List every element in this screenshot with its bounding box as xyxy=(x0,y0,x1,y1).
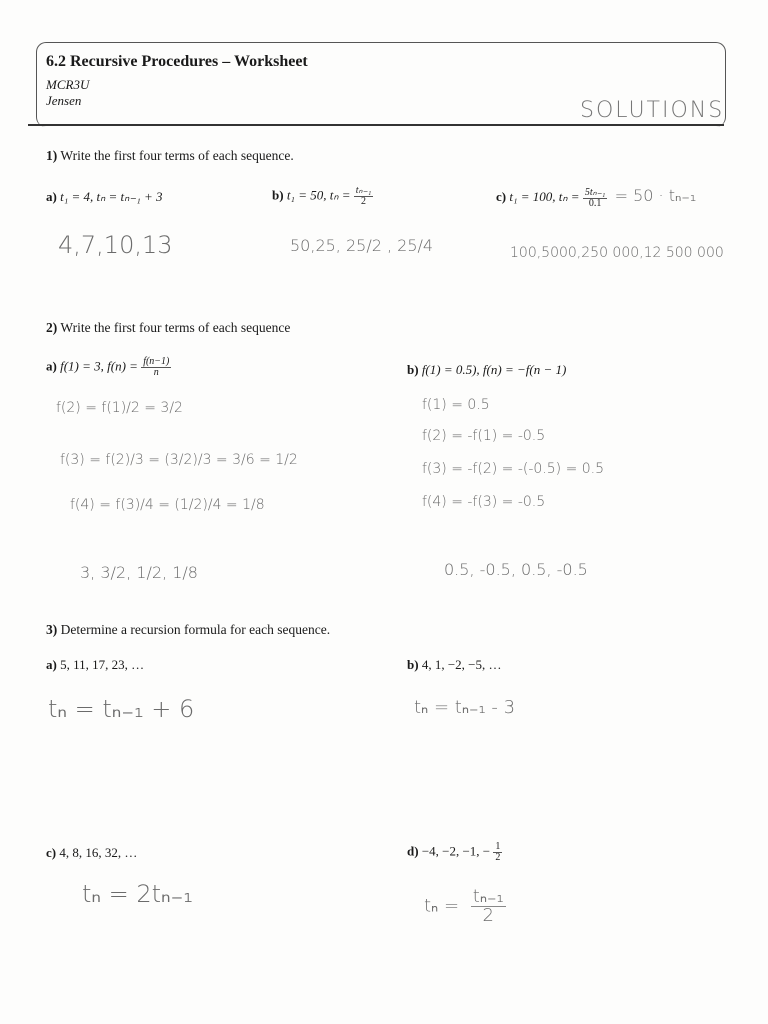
sequence-fraction xyxy=(493,842,502,863)
q1-part-b xyxy=(272,186,373,207)
part-formula: t₁ = 50, tₙ = xyxy=(286,187,354,203)
q3-part-b xyxy=(407,657,501,673)
formula-fraction xyxy=(354,186,374,207)
q2-a-answer: 3, 3/2, 1/2, 1/8 xyxy=(80,563,198,582)
q3-b-answer: tₙ = tₙ₋₁ - 3 xyxy=(414,697,516,718)
q2-part-b xyxy=(407,362,566,378)
q1-a-answer: 4,7,10,13 xyxy=(58,231,173,259)
q1-b-answer: 50,25, 25/2 , 25/4 xyxy=(290,236,434,255)
formula-fraction xyxy=(583,188,608,209)
handwritten-note: = 50 · tₙ₋₁ xyxy=(614,186,697,205)
q3-c-answer: tₙ = 2tₙ₋₁ xyxy=(82,880,193,908)
part-label: a) xyxy=(46,189,57,204)
course-code: MCR3U xyxy=(46,77,90,92)
part-sequence: 4, 8, 16, 32, … xyxy=(59,845,138,860)
question-number: 1) xyxy=(46,148,58,163)
q3-part-c xyxy=(46,845,137,861)
q2-b-work-line: f(3) = -f(2) = -(-0.5) = 0.5 xyxy=(422,461,605,477)
fraction-denominator: n xyxy=(153,367,159,378)
page-title: 6.2 Recursive Procedures – Worksheet xyxy=(46,53,308,70)
fraction-numerator: 5tₙ₋₁ xyxy=(584,186,606,198)
question-text: Write the first four terms of each sequence xyxy=(60,320,291,335)
q2-b-work-line: f(2) = -f(1) = -0.5 xyxy=(422,428,546,444)
q1-part-c xyxy=(496,186,696,209)
question-3-prompt xyxy=(46,622,330,638)
fraction-denominator: 2 xyxy=(495,852,501,863)
q2-b-work-line: f(4) = -f(3) = -0.5 xyxy=(422,494,546,510)
answer-fraction xyxy=(471,888,506,925)
fraction-numerator: f(n−1) xyxy=(143,356,170,367)
part-label: a) xyxy=(46,657,57,672)
header-divider xyxy=(28,124,724,126)
answer-lhs: tₙ = xyxy=(424,895,460,917)
question-1-prompt xyxy=(46,148,294,164)
question-number: 3) xyxy=(46,622,58,637)
q2-a-work-line: f(3) = f(2)/3 = (3/2)/3 = 3/6 = 1/2 xyxy=(60,452,298,468)
part-sequence: −4, −2, −1, − xyxy=(421,843,491,859)
q1-c-answer: 100,5000,250 000,12 500 000 xyxy=(510,245,724,261)
question-text: Write the first four terms of each sequence. xyxy=(60,148,294,163)
teacher-name: Jensen xyxy=(46,93,82,108)
q1-part-a xyxy=(46,189,163,205)
fraction-denominator: 2 xyxy=(482,905,494,926)
question-number: 2) xyxy=(46,320,58,335)
part-sequence: 4, 1, −2, −5, … xyxy=(421,657,502,672)
formula-fraction xyxy=(141,357,171,378)
fraction-numerator: 1 xyxy=(495,841,501,852)
part-sequence: 5, 11, 17, 23, … xyxy=(60,657,145,672)
solutions-label: SOLUTIONS xyxy=(580,98,725,123)
part-formula: t₁ = 100, tₙ = xyxy=(509,189,583,204)
fraction-numerator: tₙ₋₁ xyxy=(355,185,372,196)
q2-part-a xyxy=(46,357,171,378)
part-label: a) xyxy=(46,358,57,374)
question-2-prompt xyxy=(46,320,290,336)
part-label: b) xyxy=(407,362,419,377)
part-label: b) xyxy=(407,657,419,672)
q3-part-d xyxy=(407,842,502,863)
q2-b-work-line: f(1) = 0.5 xyxy=(422,397,490,413)
part-label: c) xyxy=(46,845,57,860)
part-formula: f(1) = 3, f(n) = xyxy=(60,358,142,374)
part-label: b) xyxy=(272,187,284,203)
part-label: d) xyxy=(407,843,419,859)
fraction-numerator: tₙ₋₁ xyxy=(472,886,504,907)
q3-part-a xyxy=(46,657,144,673)
question-text: Determine a recursion formula for each sequence. xyxy=(60,622,331,637)
part-formula: t₁ = 4, tₙ = tₙ₋₁ + 3 xyxy=(60,189,163,204)
part-label: c) xyxy=(496,189,507,204)
q2-a-work-line: f(4) = f(3)/4 = (1/2)/4 = 1/8 xyxy=(70,497,265,513)
q2-a-work-line: f(2) = f(1)/2 = 3/2 xyxy=(56,400,183,416)
fraction-denominator: 0.1 xyxy=(588,197,602,209)
part-formula: f(1) = 0.5), f(n) = −f(n − 1) xyxy=(421,362,567,377)
fraction-denominator: 2 xyxy=(361,196,367,207)
q3-a-answer: tₙ = tₙ₋₁ + 6 xyxy=(48,695,195,723)
q3-d-answer xyxy=(424,888,506,925)
q2-b-answer: 0.5, -0.5, 0.5, -0.5 xyxy=(444,560,588,579)
